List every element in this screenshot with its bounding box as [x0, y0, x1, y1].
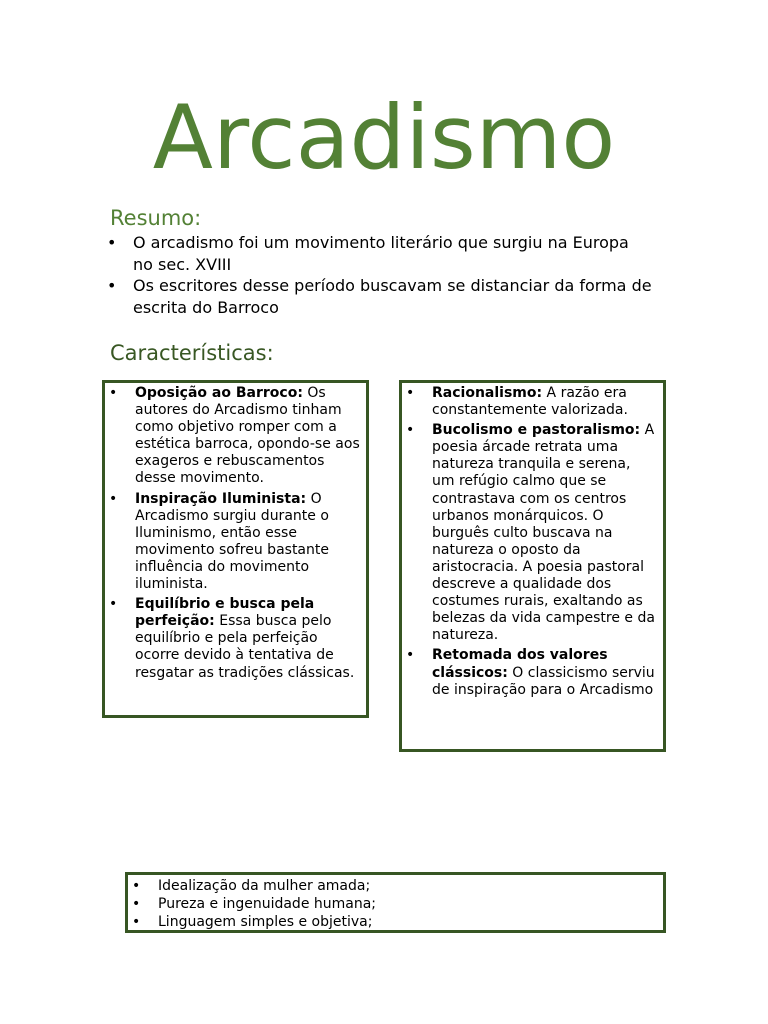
- item-term: Equilíbrio e busca pela perfeição:: [135, 596, 315, 630]
- list-item: [432, 385, 657, 419]
- list-item: [135, 596, 360, 681]
- list-item: • Idealização da mulher amada;: [158, 877, 657, 895]
- item-text: Os autores do Arcadismo tinham como objetivo romper com a estética barroca, opondo-se aos exageros e rebuscamentos desse movimento.: [135, 385, 360, 487]
- caracteristicas-right-list: [432, 385, 657, 699]
- resumo-item: • Os escritores desse período buscavam se distanciar da forma de escrita do Barroco: [133, 275, 653, 318]
- item-text: A poesia árcade retrata uma natureza tranquila e serena, um refúgio calmo que se contrastava com os centros urbanos monárquicos. O burguês culto buscava na natureza o oposto da aristocracia. A poesia pastoral descreve a qualidade dos costumes rurais, exaltando as belezas da vida campestre e da natureza.: [432, 422, 655, 644]
- caracteristicas-right-box: [399, 380, 666, 752]
- resumo-item: • O arcadismo foi um movimento literário que surgiu na Europa no sec. XVIII: [133, 232, 653, 275]
- item-text: O Arcadismo surgiu durante o Iluminismo, então esse movimento sofreu bastante influência do movimento iluminista.: [135, 490, 329, 593]
- list-item: • Linguagem simples e objetiva;: [158, 913, 657, 931]
- item-term: Retomada dos valores clássicos:: [432, 647, 608, 681]
- list-item: [432, 647, 657, 698]
- item-term: Bucolismo e pastoralismo:: [432, 422, 641, 439]
- list-item: [135, 491, 360, 594]
- resumo-heading: Resumo:: [110, 206, 202, 230]
- list-item: • Pureza e ingenuidade humana;: [158, 895, 657, 913]
- page-title: Arcadismo: [152, 86, 616, 189]
- resumo-list: [133, 232, 653, 318]
- item-term: Oposição ao Barroco:: [135, 385, 303, 401]
- item-text: A razão era constantemente valorizada.: [432, 385, 628, 419]
- caracteristicas-left-box: [102, 380, 369, 718]
- item-term: Inspiração Iluminista:: [135, 490, 307, 507]
- list-item: [432, 422, 657, 644]
- bottom-box: [125, 872, 666, 933]
- caracteristicas-left-list: [135, 385, 360, 682]
- item-text: Essa busca pelo equilíbrio e pela perfeição ocorre devido à tentativa de resgatar as tradições clássicas.: [135, 613, 355, 681]
- caracteristicas-heading: Características:: [110, 341, 274, 365]
- item-term: Racionalismo:: [432, 385, 543, 401]
- bottom-list: [158, 877, 657, 931]
- list-item: [135, 385, 360, 488]
- item-text: O classicismo serviu de inspiração para o Arcadismo: [432, 664, 655, 698]
